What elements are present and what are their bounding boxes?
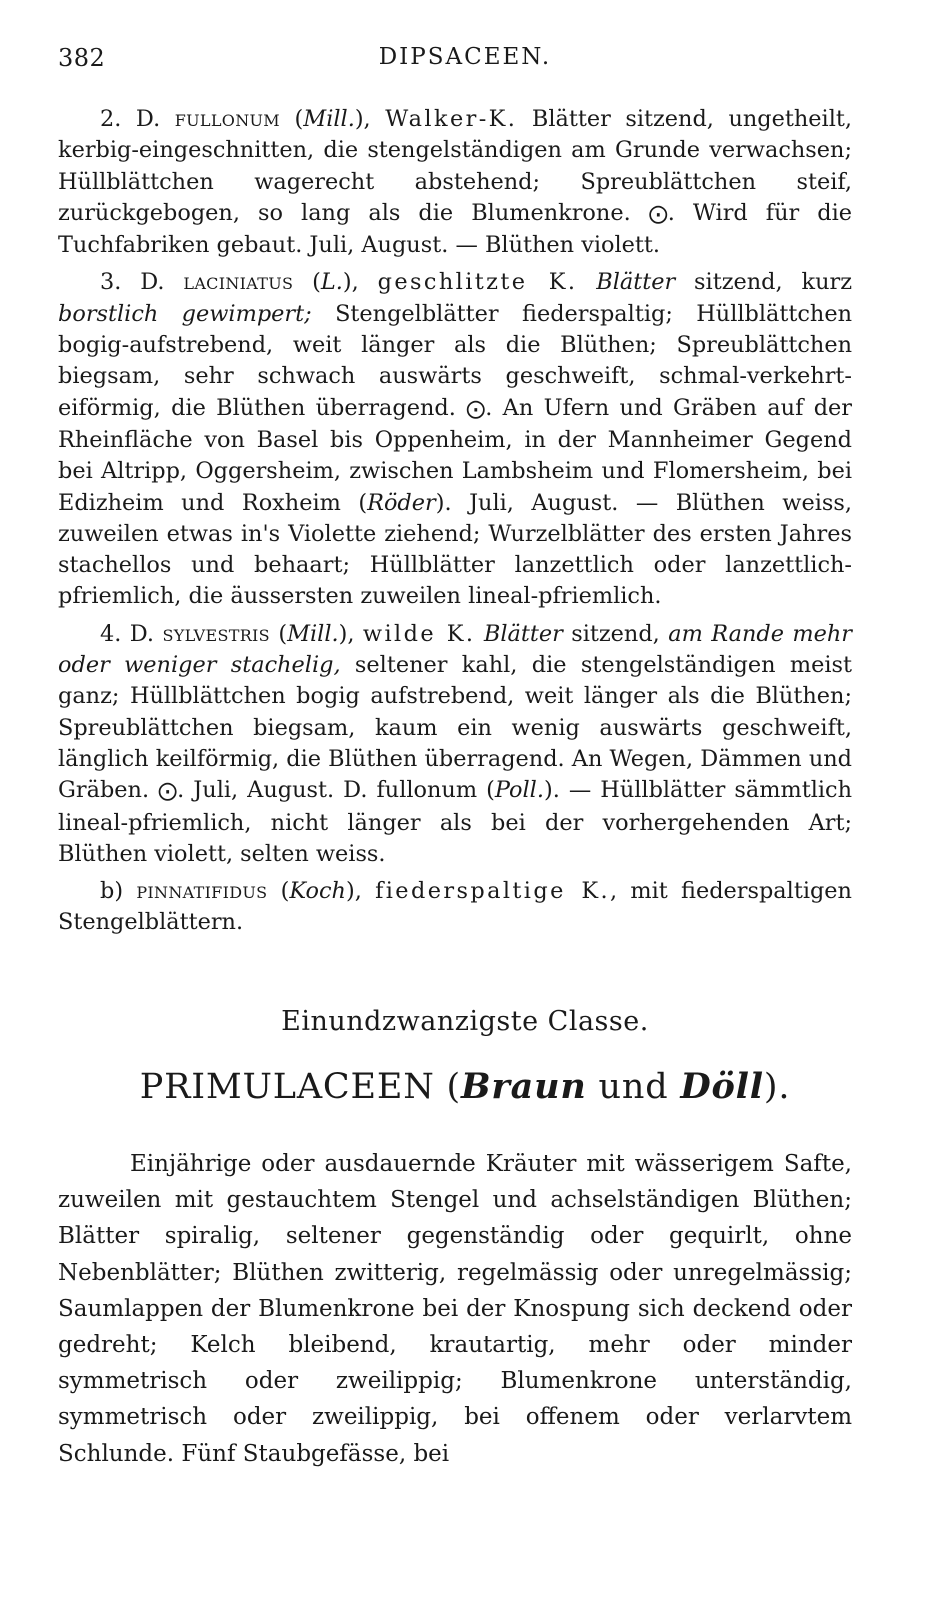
family-heading [0, 1066, 930, 1107]
paren-close: ). [763, 1067, 791, 1107]
page-number: 382 [58, 44, 106, 72]
variety-name: pinnatifidus [136, 878, 268, 905]
entry-notes-cont: ). Juli, August. — Blüthen weiss, zuweilen etwas in's Violette ziehend; Wurzelblätter des ersten Jahres stachellos und behaart; Hüllblätter lanzettlich oder lanzettlich-pfriemlich, die äussersten zuweilen lineal-pfriemlich. [58, 489, 852, 610]
species-name: sylvestris [162, 620, 270, 647]
common-name: fiederspaltige K. [375, 878, 611, 905]
species-author: Mill. [303, 106, 355, 132]
italic-phrase: am Rande mehr oder weniger stachelig, [58, 620, 852, 679]
entry-notes: . Juli, August. D. fullonum ( [177, 777, 495, 804]
italic-term: Blätter [596, 269, 676, 296]
family-description: Einjährige oder ausdauernde Kräuter mit wässerigem Safte, zuweilen mit gestauchtem Stengel und achselständigen Blüthen; Blätter spiralig, seltener gegenständig oder gequirlt, ohne Nebenblätter; Blüthen zwitterig, regelmässig oder unregelmässig; Saumlappen der Blumenkrone bei der Knospung sich deckend oder gedreht; Kelch bleibend, krautartig, mehr oder minder symmetrisch oder zweilippig; Blumenkrone unterständig, symmetrisch oder zweilippig, bei offenem oder verlarvtem Schlunde. Fünf Staubgefässe, bei [58, 1151, 852, 1467]
entry-notes-cont: ). — Hüllblätter sämmtlich lineal-pfriemlich, nicht länger als bei der vorhergehenden Art; Blüthen violett, selten weiss. [58, 777, 852, 867]
running-head [58, 44, 872, 78]
entry-text: sitzend, [562, 620, 669, 647]
entry-text: sitzend, kurz [675, 269, 852, 296]
species-entry-fullonum: 2. D. fullonum (Mill.), Walker-K. Blätter sitzend, ungetheilt, kerbig-eingeschnitten, die stengelständigen am Grunde verwachsen; Hüllblättchen wagerecht abstehend; Spreublättchen steif, zurückgebogen, so lang als die Blumenkrone. ⨀. Wird für die Tuchfabriken gebaut. Juli, August. — Blüthen violett. [58, 106, 852, 259]
italic-phrase: borstlich gewimpert; [58, 300, 312, 327]
variety-author: Koch [289, 878, 346, 905]
variety-entry-pinnatifidus: b) pinnatifidus (Koch), fiederspaltige K., mit fiederspaltigen Stengelblättern. [58, 878, 852, 936]
species-name: fullonum [174, 106, 280, 132]
species-entries [58, 104, 852, 945]
conjunction: und [586, 1067, 681, 1107]
cited-author: Poll. [494, 777, 544, 804]
common-name: geschlitzte K. [377, 269, 578, 296]
family-name: PRIMULACEEN [139, 1067, 435, 1107]
running-title: DIPSACEEN. [378, 44, 552, 70]
species-author: L. [320, 269, 343, 296]
entry-notes: . An Ufern und Gräben auf der Rheinfläche von Basel bis Oppenheim, in der Mannheimer Gegend bei Altripp, Oggersheim, zwischen Lambsheim und Flomersheim, bei Edizheim und Roxheim ( [58, 394, 853, 516]
biennial-symbol-icon: ⨀ [648, 202, 668, 225]
paren-open: ( [434, 1067, 462, 1107]
entry-number: 4. D. [100, 620, 155, 647]
common-name: wilde K. [362, 620, 476, 647]
family-author-2: Döll [680, 1066, 764, 1107]
cited-author: Röder [367, 489, 436, 516]
species-author: Mill. [287, 620, 339, 647]
italic-term: Blätter [483, 620, 563, 647]
biennial-symbol-icon: ⨀ [158, 780, 178, 803]
species-name: laciniatus [183, 269, 294, 296]
entry-description: seltener kahl, die stengelständigen meist ganz; Hüllblättchen bogig aufstrebend, weit länger als die Blüthen; Spreublättchen biegsam, kaum ein wenig auswärts geschweift, länglich keilförmig, die Blüthen überragend. An Wegen, Dämmen und Gräben. [58, 652, 853, 804]
entry-description: Blätter sitzend, ungetheilt, kerbig-eingeschnitten, die stengelständigen am Grunde verwachsen; Hüllblättchen wagerecht abstehend; Spreublättchen steif, zurückgebogen, so lang als die Blumenkrone. [58, 106, 852, 226]
species-entry-laciniatus: 3. D. laciniatus (L.), geschlitzte K. Blätter sitzend, kurz borstlich gewimpert; Stengelblätter fiederspaltig; Hüllblättchen bogig-aufstrebend, weit länger als die Blüthen; Spreublättchen biegsam, sehr schwach auswärts geschweift, schmal-verkehrt-eiförmig, die Blüthen überragend. ⨀. An Ufern und Gräben auf der Rheinfläche von Basel bis Oppenheim, in der Mannheimer Gegend bei Altripp, Oggersheim, zwischen Lambsheim und Flomersheim, bei Edizheim und Roxheim (Röder). Juli, August. — Blüthen weiss, zuweilen etwas in's Violette ziehend; Wurzelblätter des ersten Jahres stachellos und behaart; Hüllblätter lanzettlich oder lanzettlich-pfriemlich, die äussersten zuweilen lineal-pfriemlich. [58, 269, 853, 610]
entry-notes: . Wird für die Tuchfabriken gebaut. Juli, August. — Blüthen violett. [58, 199, 852, 259]
class-heading: Einundzwanzigste Classe. [281, 1006, 649, 1037]
entry-number: 3. D. [100, 269, 165, 296]
entry-description: Stengelblätter fiederspaltig; Hüllblättchen bogig-aufstrebend, weit länger als die Blüthen; Spreublättchen biegsam, sehr schwach auswärts geschweift, schmal-verkehrt-eiförmig, die Blüthen überragend. [58, 300, 852, 421]
species-entry-sylvestris: 4. D. sylvestris (Mill.), wilde K. Blätter sitzend, am Rande mehr oder weniger stachelig, seltener kahl, die stengelständigen meist ganz; Hüllblättchen bogig aufstrebend, weit länger als die Blüthen; Spreublättchen biegsam, kaum ein wenig auswärts geschweift, länglich keilförmig, die Blüthen überragend. An Wegen, Dämmen und Gräben. ⨀. Juli, August. D. fullonum (Poll.). — Hüllblätter sämmtlich lineal-pfriemlich, nicht länger als bei der vorhergehenden Art; Blüthen violett, selten weiss. [58, 620, 853, 867]
common-name: Walker-K. [385, 106, 518, 132]
entry-number: b) [100, 878, 124, 905]
entry-description: , mit fiederspaltigen Stengelblättern. [58, 878, 852, 936]
biennial-symbol-icon: ⨀ [466, 397, 486, 420]
entry-number: 2. D. [100, 106, 161, 132]
family-author-1: Braun [461, 1066, 587, 1107]
